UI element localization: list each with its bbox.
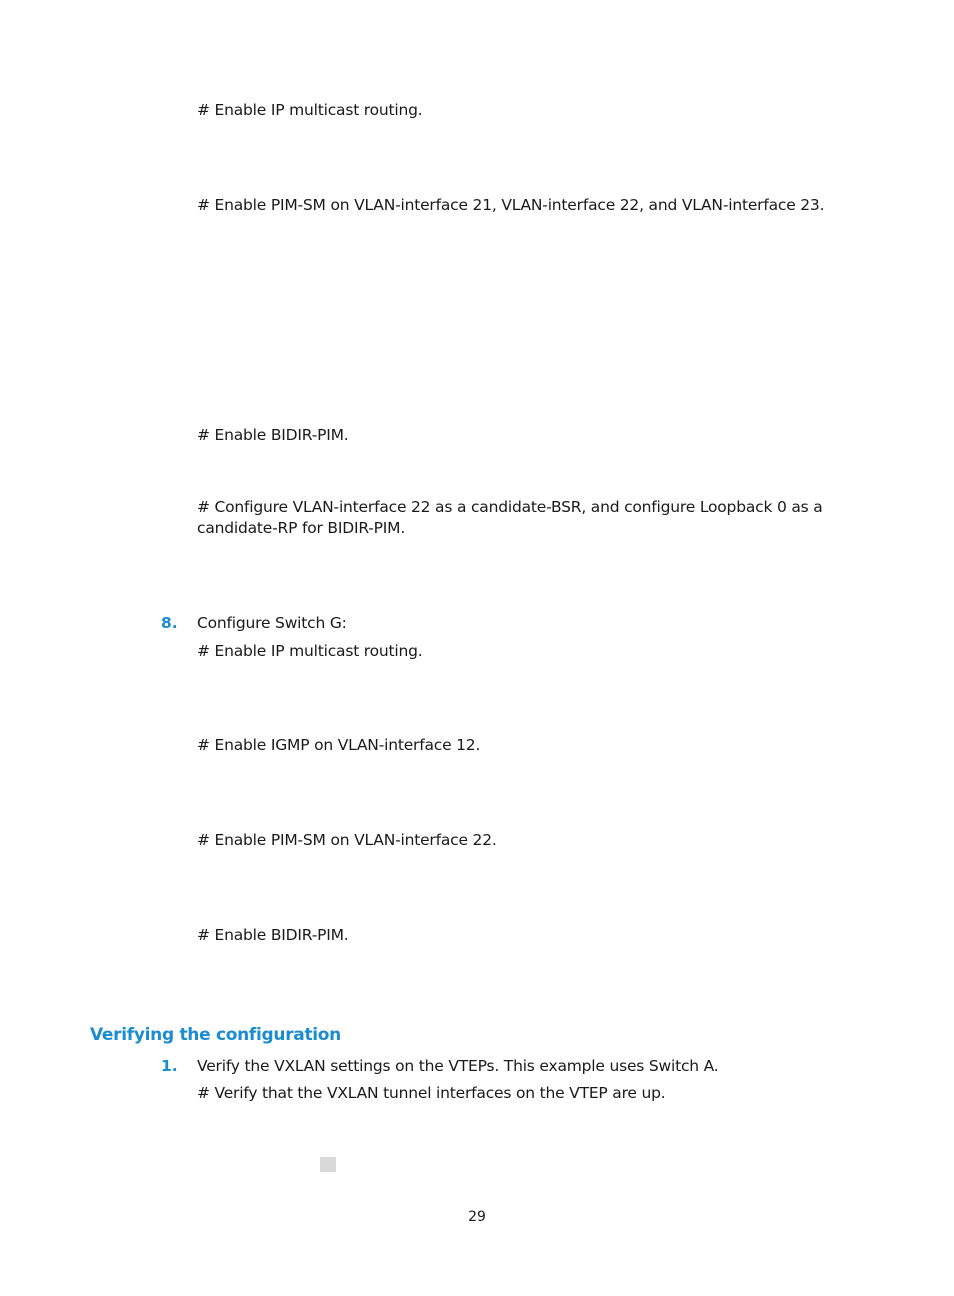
step-8-line-igmp: # Enable IGMP on VLAN-interface 12. (197, 736, 481, 754)
verify-step-1-title: Verify the VXLAN settings on the VTEPs. This example uses Switch A. (197, 1057, 719, 1075)
verify-step-1-line: # Verify that the VXLAN tunnel interfaces on the VTEP are up. (197, 1084, 666, 1102)
step-8-title: Configure Switch G: (197, 614, 347, 632)
step-8-line-ip-multicast: # Enable IP multicast routing. (197, 642, 423, 660)
step-comment-ip-multicast: # Enable IP multicast routing. (197, 101, 423, 119)
step-8-line-pim-sm: # Enable PIM-SM on VLAN-interface 22. (197, 831, 497, 849)
step-comment-candidate-bsr: # Configure VLAN-interface 22 as a candidate-BSR, and configure Loopback 0 as a candidate-RP for BIDIR-PIM. (197, 498, 823, 537)
page-number: 29 (468, 1209, 486, 1225)
step-comment-pim-sm: # Enable PIM-SM on VLAN-interface 21, VLAN-interface 22, and VLAN-interface 23. (197, 196, 825, 214)
gray-placeholder-box (320, 1157, 336, 1172)
step-8-line-bidir-pim: # Enable BIDIR-PIM. (197, 926, 349, 944)
step-comment-bidir-pim: # Enable BIDIR-PIM. (197, 426, 349, 444)
verify-step-1-number: 1. (161, 1057, 178, 1075)
step-8-number: 8. (161, 614, 178, 632)
section-heading-verifying: Verifying the configuration (90, 1025, 341, 1045)
